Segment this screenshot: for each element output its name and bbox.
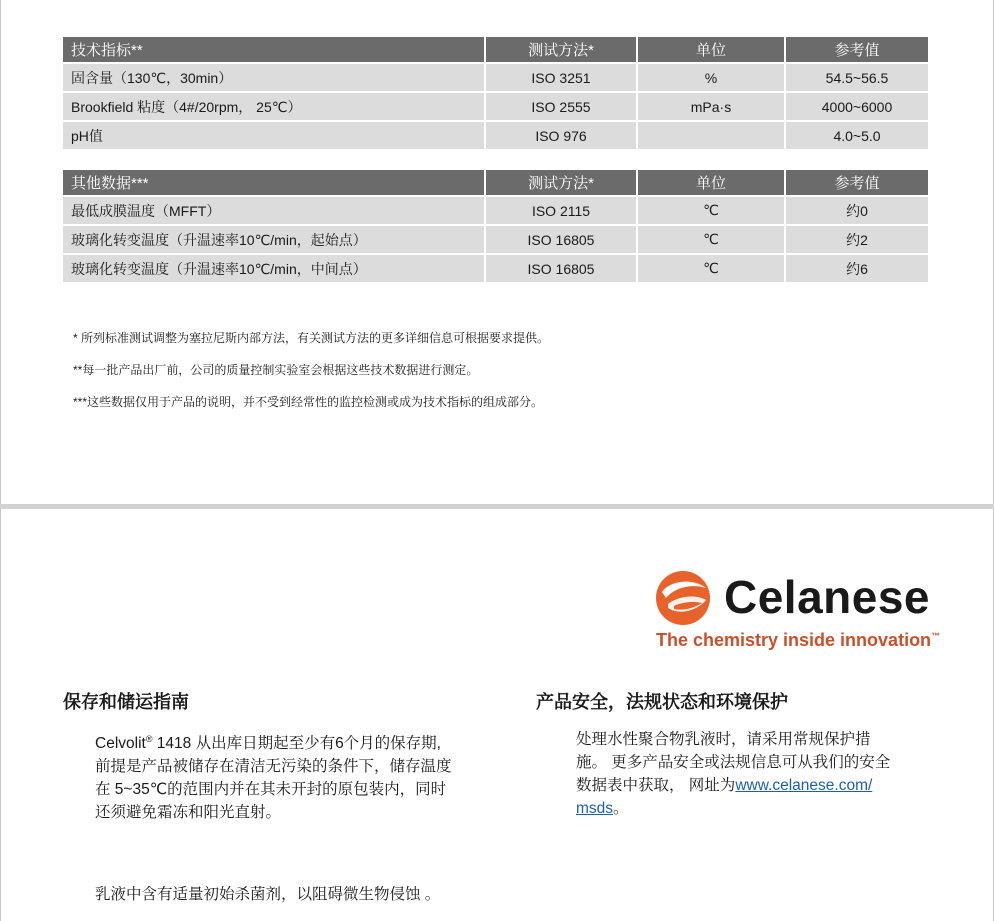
storage-title: 保存和储运指南 (63, 692, 189, 712)
table-row (63, 255, 928, 282)
table-row (63, 93, 928, 120)
other-data-table (61, 168, 930, 284)
cell-method: ISO 3251 (486, 64, 636, 91)
msds-link[interactable]: www.celanese.com/ (735, 777, 873, 794)
cell-method: ISO 2115 (486, 197, 636, 224)
cell-method: ISO 2555 (486, 93, 636, 120)
safety-line-3-text: 数据表中获取， 网址为 (576, 777, 736, 794)
header-method: 测试方法* (486, 170, 636, 195)
safety-line-4 (576, 797, 890, 820)
safety-line-3 (576, 774, 890, 797)
cell-method: ISO 16805 (486, 255, 636, 282)
footnote-1: * 所列标准测试调整为塞拉尼斯内部方法，有关测试方法的更多详细信息可根据要求提供。 (73, 331, 550, 345)
footnotes (73, 322, 549, 418)
safety-end-punct: 。 (613, 800, 629, 817)
celanese-logo (654, 566, 941, 658)
header-other: 其他数据*** (63, 170, 484, 195)
table-header-row (63, 170, 928, 195)
logo-wordmark: Celanese (724, 571, 931, 623)
storage-paragraph (95, 728, 452, 824)
safety-line-2: 施。 更多产品安全或法规信息可从我们的安全 (576, 754, 891, 771)
cell-value: 约0 (786, 197, 928, 224)
trademark-symbol: ™ (931, 631, 941, 641)
cell-spec: 玻璃化转变温度（升温速率10℃/min，起始点） (63, 226, 484, 253)
cell-spec: 玻璃化转变温度（升温速率10℃/min，中间点） (63, 255, 484, 282)
cell-unit: % (638, 64, 784, 91)
cell-value: 4000~6000 (786, 93, 928, 120)
cell-method: ISO 976 (486, 122, 636, 149)
safety-title: 产品安全，法规状态和环境保护 (536, 692, 788, 712)
product-name: Celvolit (95, 735, 146, 753)
cell-value: 54.5~56.5 (786, 64, 928, 91)
cell-unit: ℃ (638, 197, 784, 224)
safety-paragraph (576, 728, 890, 820)
tech-spec-table (61, 35, 930, 151)
header-value: 参考值 (786, 37, 928, 62)
cell-spec: pH值 (63, 122, 484, 149)
celanese-swirl-icon (654, 568, 712, 628)
cell-method: ISO 16805 (486, 226, 636, 253)
header-value: 参考值 (786, 170, 928, 195)
footnote-3: ***这些数据仅用于产品的说明，并不受到经常性的监控检测或成为技术指标的组成部分。 (73, 395, 544, 409)
footnote-2: **每一批产品出厂前，公司的质量控制实验室会根据这些技术数据进行测定。 (73, 363, 479, 377)
biocide-paragraph: 乳液中含有适量初始杀菌剂，以阻碍微生物侵蚀 。 (95, 886, 441, 903)
cell-unit (638, 122, 784, 149)
cell-spec: 最低成膜温度（MFFT） (63, 197, 484, 224)
table-row (63, 122, 928, 149)
storage-line-2: 前提是产品被储存在清洁无污染的条件下，储存温度 (95, 758, 452, 776)
table-header-row (63, 37, 928, 62)
cell-value: 约2 (786, 226, 928, 253)
table-row (63, 226, 928, 253)
storage-line-1-rest: 1418 从出库日期起至少有6个月的保存期, (152, 735, 441, 753)
cell-value: 约6 (786, 255, 928, 282)
header-spec: 技术指标** (63, 37, 484, 62)
cell-unit: mPa·s (638, 93, 784, 120)
safety-line-1: 处理水性聚合物乳液时，请采用常规保护措 (576, 731, 871, 748)
table-row (63, 64, 928, 91)
storage-line-1 (95, 728, 452, 755)
msds-link-continued[interactable]: msds (576, 800, 614, 817)
header-unit: 单位 (638, 170, 784, 195)
table-row (63, 197, 928, 224)
cell-unit: ℃ (638, 226, 784, 253)
cell-unit: ℃ (638, 255, 784, 282)
registered-symbol: ® (145, 734, 153, 744)
cell-spec: 固含量（130℃，30min） (63, 64, 484, 91)
cell-value: 4.0~5.0 (786, 122, 928, 149)
logo-tagline-text: The chemistry inside innovation (656, 630, 932, 650)
storage-line-3: 在 5~35℃的范围内并在其未开封的原包装内，同时 (95, 781, 447, 799)
storage-line-4: 还须避免霜冻和阳光直射。 (95, 804, 282, 822)
logo-tagline (656, 630, 940, 651)
header-unit: 单位 (638, 37, 784, 62)
header-method: 测试方法* (486, 37, 636, 62)
cell-spec: Brookfield 粘度（4#/20rpm， 25℃） (63, 93, 484, 120)
